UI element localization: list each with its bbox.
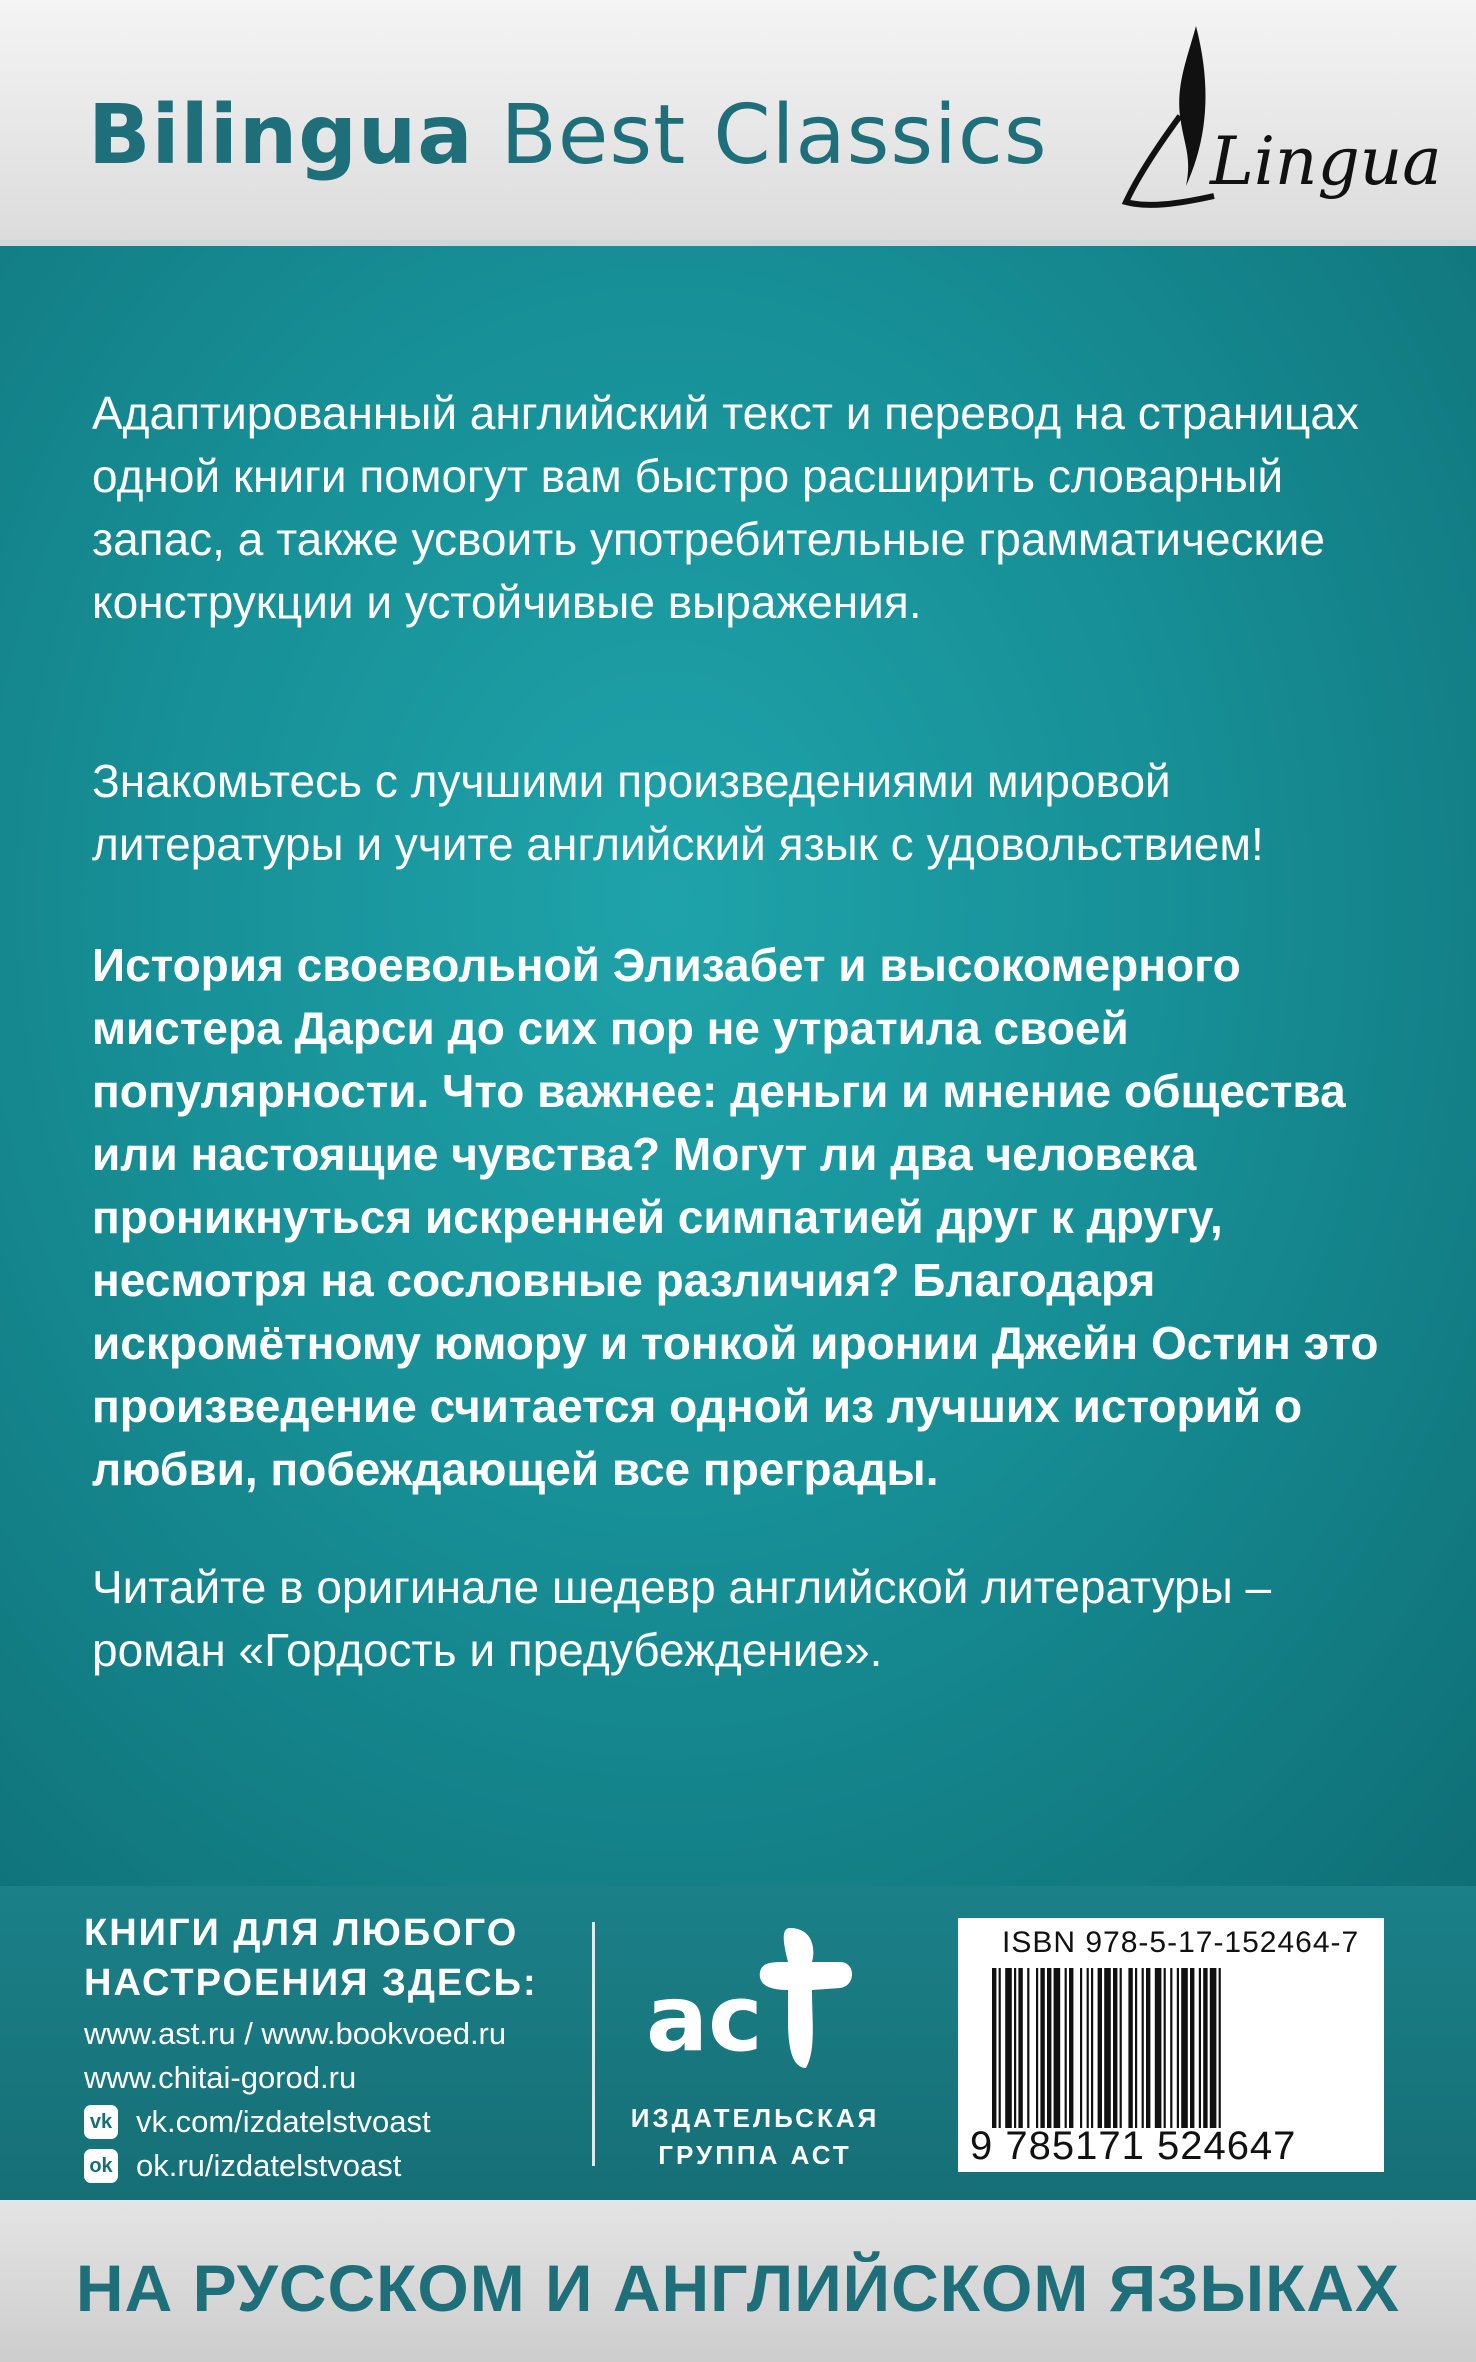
barcode-bar [1054,1968,1061,2128]
lingua-logo [1118,26,1442,226]
header-band [0,0,1476,240]
barcode-bar [1098,1968,1102,2128]
barcode-bar [999,1968,1001,2128]
synopsis-paragraph: История своевольной Элизабет и высокомерного мистера Дарси до сих пор не утратила своей популярности. Что важнее: деньги и мнение общества или настоящие чувства? Могут ли два человека проникнуться искренней симпатией друг к другу, несмотря на сословные различия? Благодаря искромётному юмору и тонкой иронии Джейн Остин это произведение считается одной из лучших историй о любви, побеждающей все преграды. [92,939,1379,1495]
isbn-barcode-block [958,1918,1384,2172]
intro-paragraph: Адаптированный английский текст и перевод на страницах одной книги помогут вам быстро расширить словарный запас, а также усвоить употребительные грамматические конструкции и устойчивые выражения. [92,387,1359,628]
vk-link-row[interactable] [84,2102,431,2142]
barcode-bar [1027,1968,1029,2128]
barcode-bar [1219,1968,1221,2128]
invite-paragraph: Знакомьтесь с лучшими произведениями мировой литературы и учите английский язык с удовольствием! [92,755,1264,870]
barcode-bar [1135,1968,1137,2128]
store-link-ast-bookvoed[interactable]: www.ast.ru / www.bookvoed.ru [84,2016,507,2051]
ok-icon: ok [84,2149,118,2183]
barcode-bar [1018,1968,1022,2128]
isbn-number: ISBN 978-5-17-152464-7 [1002,1926,1360,1959]
vk-link[interactable]: vk.com/izdatelstvoast [136,2104,431,2139]
footer-band [0,2200,1476,2362]
barcode-bar [1113,1968,1117,2128]
barcode-bar [1014,1968,1016,2128]
read-original-paragraph: Читайте в оригинале шедевр английской литературы – роман «Гордость и предубеждение». [92,1561,1272,1676]
barcode-bar [1040,1968,1044,2128]
stores-heading: КНИГИ ДЛЯ ЛЮБОГО НАСТРОЕНИЯ ЗДЕСЬ: [84,1912,538,2004]
ast-logo [640,1922,880,2072]
barcode-bar [1065,1968,1067,2128]
barcode-bar [1047,1968,1051,2128]
barcode-bar [1091,1968,1093,2128]
vk-icon: vk [84,2105,118,2139]
barcode-bar [1181,1968,1188,2128]
barcode-bar [1170,1968,1172,2128]
store-link-chitai-gorod[interactable]: www.chitai-gorod.ru [84,2060,357,2095]
barcode-bar [1210,1968,1217,2128]
barcode-bar [1080,1968,1082,2128]
info-band [0,1886,1476,2200]
barcode-bar [1120,1968,1122,2128]
language-banner: НА РУССКОМ И АНГЛИЙСКОМ ЯЗЫКАХ [75,2251,1401,2325]
barcode-bar [1146,1968,1150,2128]
ok-link-row[interactable] [84,2146,401,2186]
barcode-bar [1069,1968,1073,2128]
barcode-digits: 9 785171 524647 [970,2124,1297,2168]
barcode-bar [1164,1968,1166,2128]
barcode-bar [1155,1968,1162,2128]
publisher-label: ИЗДАТЕЛЬСКАЯ ГРУППА АСТ [630,2103,880,2170]
barcode-bar [1104,1968,1111,2128]
lingua-logo-text: Lingua [1210,123,1442,200]
barcode [992,1968,1362,2128]
barcode-bar [992,1968,996,2128]
barcode-bar [1087,1968,1089,2128]
barcode-bar [1036,1968,1038,2128]
description-panel [0,246,1476,1886]
ast-logo-text: ac [646,1965,763,2072]
barcode-bar [1128,1968,1132,2128]
barcode-bar [1203,1968,1207,2128]
barcode-bar [1190,1968,1194,2128]
vertical-divider [592,1922,595,2166]
barcode-bar [1005,1968,1012,2128]
ok-link[interactable]: ok.ru/izdatelstvoast [136,2148,402,2183]
series-title-rest: Best Classics [473,88,1048,183]
barcode-bar [1177,1968,1179,2128]
series-title [88,88,1048,183]
barcode-bar [1142,1968,1144,2128]
series-title-bold: Bilingua [88,88,474,183]
barcode-bar [1199,1968,1201,2128]
